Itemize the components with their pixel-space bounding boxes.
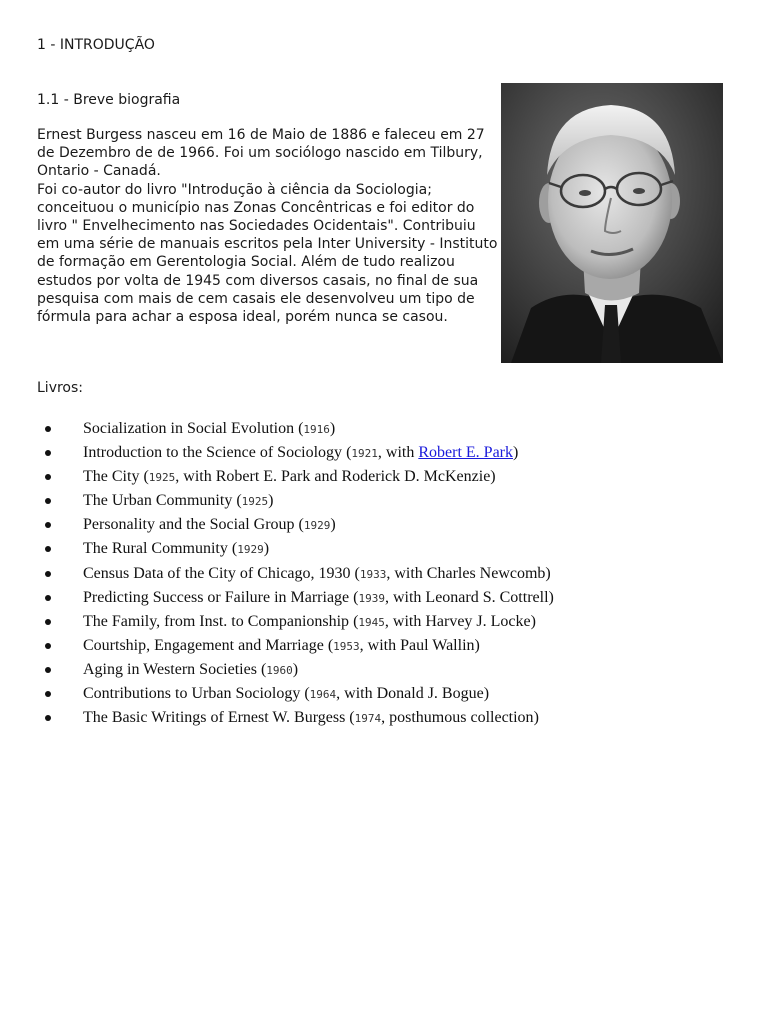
- book-item: Introduction to the Science of Sociology (1921, with Robert E. Park): [0, 441, 554, 465]
- book-year: 1925: [241, 495, 269, 509]
- book-coauthors: , with: [377, 444, 419, 462]
- book-year: 1921: [351, 447, 378, 461]
- book-item: Census Data of the City of Chicago, 1930 (1933, with Charles Newcomb): [0, 562, 554, 586]
- book-year: 1945: [358, 615, 385, 629]
- bullet-icon: [45, 522, 51, 528]
- bullet-icon: [45, 474, 51, 480]
- subsection-heading: 1.1 - Breve biografia: [37, 92, 181, 108]
- book-year: 1925: [148, 471, 176, 485]
- book-year: 1960: [266, 663, 293, 677]
- book-title: Personality and the Social Group: [83, 516, 295, 534]
- bio-paragraph: Ernest Burgess nasceu em 16 de Maio de 1886 e faleceu em 27 de Dezembro de de 1966. Foi um sociólogo nascido em Tilbury, Ontario - Canadá.: [37, 127, 485, 180]
- book-title: Introduction to the Science of Sociology: [83, 444, 343, 462]
- book-year: 1939: [358, 591, 385, 605]
- book-title: The Basic Writings of Ernest W. Burgess: [83, 709, 346, 727]
- book-item: Aging in Western Societies (1960): [0, 658, 554, 682]
- bullet-icon: [45, 595, 51, 601]
- book-title: Census Data of the City of Chicago, 1930: [83, 564, 351, 582]
- book-title: Contributions to Urban Sociology: [83, 685, 301, 703]
- book-item: Personality and the Social Group (1929): [0, 513, 554, 537]
- book-title: The City: [83, 468, 140, 486]
- bio-paragraph: Foi co-autor do livro "Introdução à ciência da Sociologia; conceituou o município nas Zonas Concêntricas e foi editor do livro " Envelhecimento nas Sociedades Ocidentais". Contribuiu em uma série de manuais escritos pela Inter University - Instituto de formação em Gerentologia Social. Além de tudo realizou estudos por volta de 1945 com diversos casais, no final de sua pesquisa com mais de cem casais ele desenvolveu um tipo de fórmula para achar a esposa ideal, porém nunca se casou.: [37, 181, 498, 326]
- book-item: The Rural Community (1929): [0, 537, 554, 561]
- book-coauthors: , posthumous collection: [381, 709, 534, 727]
- bullet-icon: [45, 571, 51, 577]
- book-year: 1933: [359, 567, 387, 581]
- books-list: [0, 417, 554, 730]
- book-year: 1916: [303, 423, 330, 436]
- book-year: 1974: [354, 712, 382, 726]
- book-year: 1929: [303, 519, 331, 533]
- book-year: 1964: [309, 688, 337, 702]
- book-coauthors: , with Robert E. Park and Roderick D. McKenzie: [175, 468, 491, 486]
- section-heading: 1 - INTRODUÇÃO: [37, 37, 155, 53]
- bullet-icon: [45, 450, 51, 456]
- book-title: Socialization in Social Evolution: [83, 420, 295, 437]
- book-item: Contributions to Urban Sociology (1964, with Donald J. Bogue): [0, 682, 554, 706]
- book-year: 1929: [237, 543, 264, 557]
- book-item: The Family, from Inst. to Companionship (1945, with Harvey J. Locke): [0, 610, 554, 634]
- book-item: Courtship, Engagement and Marriage (1953, with Paul Wallin): [0, 634, 554, 658]
- books-label: Livros:: [37, 380, 83, 396]
- biography-text: [37, 126, 499, 326]
- bullet-icon: [45, 498, 51, 504]
- book-title: Aging in Western Societies: [83, 660, 257, 678]
- book-item: The Basic Writings of Ernest W. Burgess (1974, posthumous collection): [0, 706, 554, 730]
- bullet-icon: [45, 546, 51, 552]
- book-coauthors: , with Harvey J. Locke: [384, 612, 531, 630]
- bullet-icon: [45, 667, 51, 673]
- book-item: The Urban Community (1925): [0, 489, 554, 513]
- bullet-icon: [45, 426, 51, 432]
- book-title: The Urban Community: [83, 492, 233, 510]
- book-year: 1953: [333, 639, 360, 653]
- book-item: The City (1925, with Robert E. Park and Roderick D. McKenzie): [0, 465, 554, 489]
- bullet-icon: [45, 715, 51, 721]
- book-coauthors: , with Donald J. Bogue: [336, 685, 484, 703]
- book-coauthors: , with Paul Wallin: [359, 636, 475, 654]
- coauthor-link[interactable]: Robert E. Park: [418, 444, 513, 462]
- bullet-icon: [45, 619, 51, 625]
- book-item: Socialization in Social Evolution (1916): [0, 417, 554, 441]
- bullet-icon: [45, 691, 51, 697]
- portrait-photo: [501, 83, 723, 363]
- bullet-icon: [45, 643, 51, 649]
- book-title: The Rural Community: [83, 540, 228, 558]
- book-item: Predicting Success or Failure in Marriage (1939, with Leonard S. Cottrell): [0, 586, 554, 610]
- book-title: Predicting Success or Failure in Marriage: [83, 588, 350, 606]
- book-title: Courtship, Engagement and Marriage: [83, 636, 324, 654]
- book-coauthors: , with Leonard S. Cottrell: [384, 588, 549, 606]
- book-title: The Family, from Inst. to Companionship: [83, 612, 350, 630]
- book-coauthors: , with Charles Newcomb: [386, 564, 546, 582]
